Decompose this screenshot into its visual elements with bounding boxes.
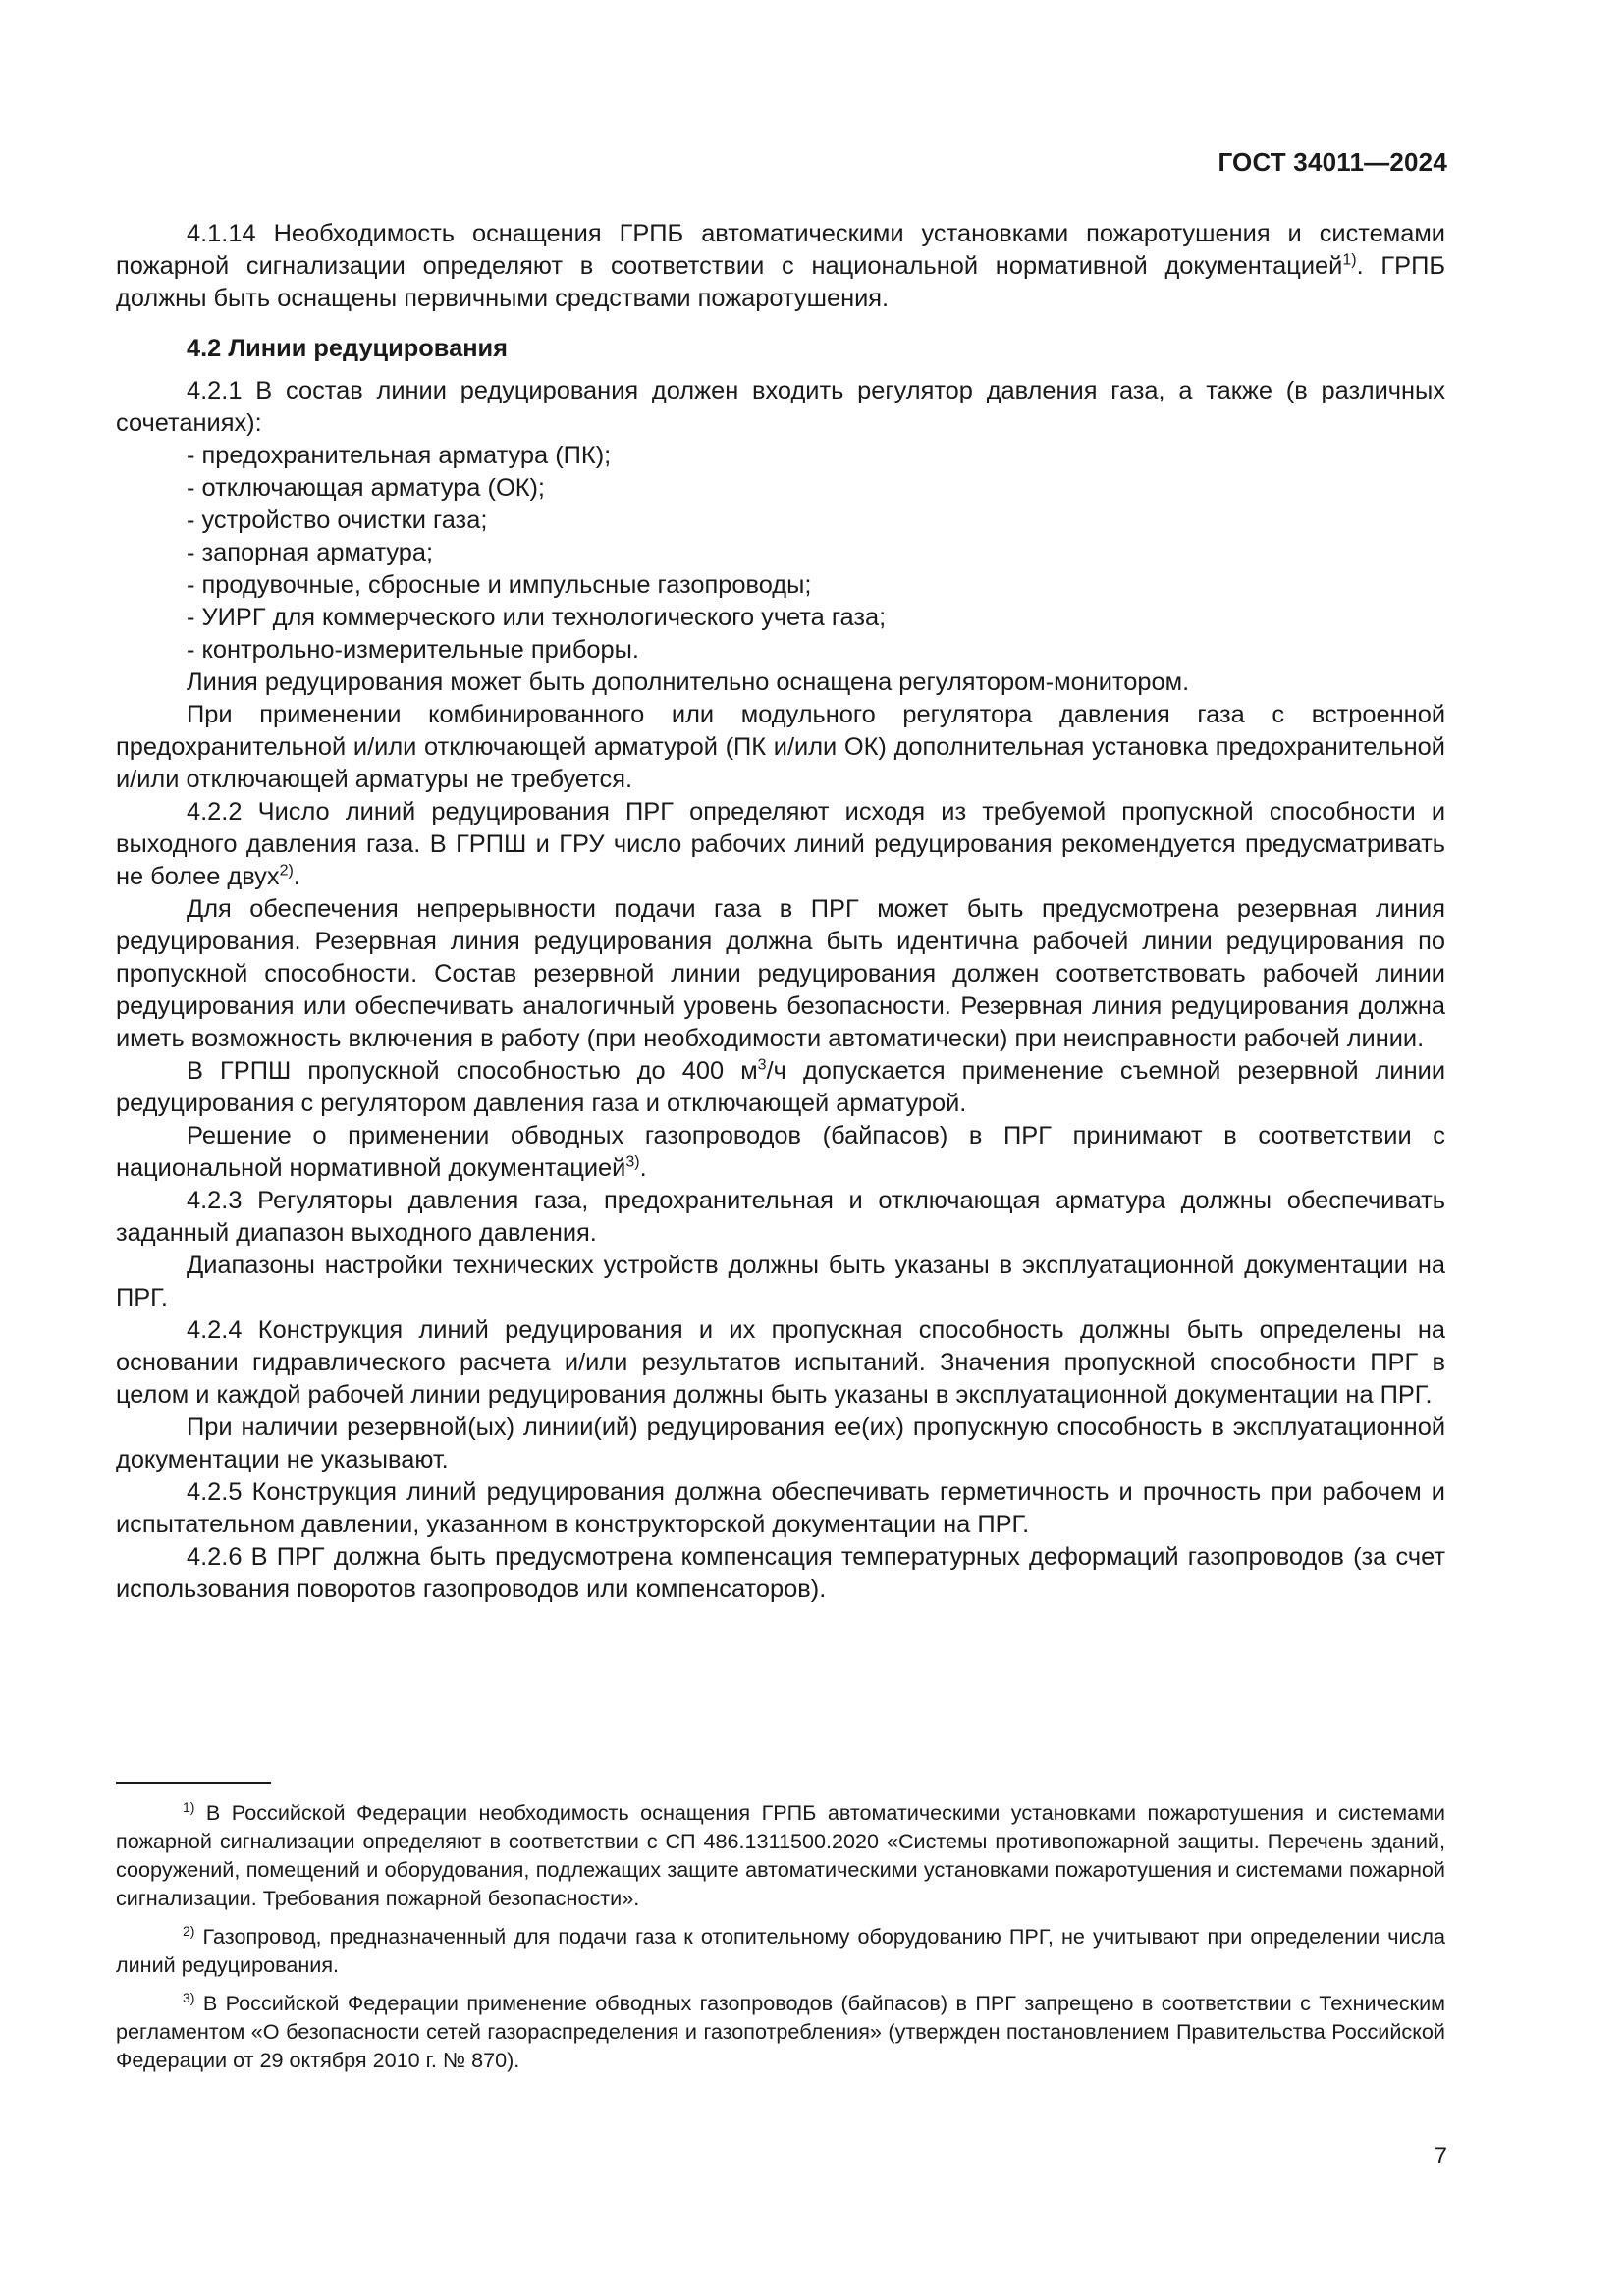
footnote-mark: 3) (183, 1989, 195, 2005)
paragraph-4-2-3: 4.2.3 Регуляторы давления газа, предохранительная и отключающая арматура должны обеспечивать заданный диапазон выходного давления. (116, 1187, 1445, 1247)
paragraph-text: . (639, 1154, 647, 1182)
paragraph-text: 4.2.2 Число линий редуцирования ПРГ определяют исходя из требуемой пропускной способности и выходного давления газа. В ГРПШ и ГРУ число рабочих линий редуцирования рекомендуется предусматривать не более двух (116, 798, 1445, 890)
footnote-text: В Российской Федерации применение обводных газопроводов (байпасов) в ПРГ запрещено в соответствии с Техническим регламентом «О безопасности сетей газораспределения и газопотребления» (утвержден постановлением Правительства Российской Федерации от 29 октября 2010 г. № 870). (116, 1991, 1445, 2072)
paragraph-4-1-14 (116, 218, 1445, 315)
paragraph-4-2-6: 4.2.6 В ПРГ должна быть предусмотрена компенсация температурных деформаций газопроводов (за счет использования поворотов газопроводов или компенсаторов). (116, 1543, 1445, 1603)
list-item: - продувочные, сбросные и импульсные газопроводы; (187, 571, 812, 599)
list-item: - контрольно-измерительные приборы. (187, 636, 639, 664)
unit-superscript: 3 (757, 1056, 767, 1074)
paragraph-text: . ГРПБ должны быть оснащены первичными средствами пожаротушения. (116, 252, 1445, 312)
list-item: - предохранительная арматура (ПК); (187, 442, 612, 469)
list-item: - УИРГ для коммерческого или технологического учета газа; (187, 604, 887, 631)
footnote-ref-1[interactable]: 1) (1342, 251, 1357, 269)
paragraph-ranges: Диапазоны настройки технических устройств должны быть указаны в эксплуатационной документации на ПРГ. (116, 1252, 1445, 1311)
paragraph-text: Решение о применении обводных газопроводов (байпасов) в ПРГ принимают в соответствии с национальной нормативной документацией (116, 1122, 1445, 1182)
section-title-4-2: 4.2 Линии редуцирования (187, 335, 508, 362)
paragraph-4-2-1: 4.2.1 В состав линии редуцирования должен входить регулятор давления газа, а также (в различных сочетаниях): (116, 377, 1445, 437)
paragraph-4-2-2 (116, 796, 1445, 893)
paragraph-reserve-line: Для обеспечения непрерывности подачи газа в ПРГ может быть предусмотрена резервная линия редуцирования. Резервная линия редуцирования должна быть идентична рабочей линии редуцирования по пропускной способности. Состав резервной линии редуцирования должен соответствовать рабочей линии редуцирования или обеспечивать аналогичный уровень безопасности. Резервная линия редуцирования должна иметь возможность включения в работу (при необходимости автоматически) при неисправности рабочей линии. (116, 895, 1445, 1052)
paragraph-text: . (293, 863, 300, 890)
list-item: - отключающая арматура (ОК); (187, 474, 545, 502)
footnote-2 (116, 1922, 1445, 1979)
paragraph-grpsh (116, 1055, 1445, 1120)
footnote-mark: 1) (183, 1798, 195, 1815)
paragraph-text: 4.1.14 Необходимость оснащения ГРПБ автоматическими установками пожаротушения и системами пожарной сигнализации определяют в соответствии с национальной нормативной документацией (116, 220, 1445, 280)
main-text (116, 218, 1445, 1606)
footnote-text: Газопровод, предназначенный для подачи газа к отопительному оборудованию ПРГ, не учитывают при определении числа линий редуцирования. (116, 1924, 1445, 1977)
paragraph-reserve-capacity: При наличии резервной(ых) линии(ий) редуцирования ее(их) пропускную способность в эксплуатационной документации не указывают. (116, 1414, 1445, 1473)
list-item: - запорная арматура; (187, 539, 434, 566)
footnote-text: В Российской Федерации необходимость оснащения ГРПБ автоматическими установками пожаротушения и системами пожарной сигнализации определяют в соответствии с СП 486.1311500.2020 «Системы противопожарной защиты. Перечень зданий, сооружений, помещений и оборудования, подлежащих защите автоматическими установками пожаротушения и системами пожарной сигнализации. Требования пожарной безопасности». (116, 1800, 1445, 1910)
paragraph-bypass (116, 1120, 1445, 1185)
footnote-ref-3[interactable]: 3) (625, 1153, 640, 1171)
page-number: 7 (1434, 2143, 1447, 2169)
paragraph-text: /ч допускается применение съемной резервной линии редуцирования с регулятором давления газа и отключающей арматурой. (116, 1057, 1446, 1117)
equipment-list (116, 440, 1445, 667)
footnote-3 (116, 1989, 1445, 2074)
document-code-header: ГОСТ 34011—2024 (1218, 147, 1447, 177)
paragraph-4-2-5: 4.2.5 Конструкция линий редуцирования должна обеспечивать герметичность и прочность при рабочем и испытательном давлении, указанном в конструкторской документации на ПРГ. (116, 1478, 1445, 1538)
paragraph-combined-regulator: При применении комбинированного или модульного регулятора давления газа с встроенной предохранительной и/или отключающей арматурой (ПК и/или ОК) дополнительная установка предохранительной и/или отключающей арматуры не требуется. (116, 701, 1445, 793)
footnote-mark: 2) (183, 1922, 195, 1939)
list-item: - устройство очистки газа; (187, 507, 488, 534)
footnotes (116, 1798, 1445, 2084)
paragraph-4-2-4: 4.2.4 Конструкция линий редуцирования и их пропускная способность должны быть определены на основании гидравлического расчета и/или результатов испытаний. Значения пропускной способности ПРГ в целом и каждой рабочей линии редуцирования должны быть указаны в эксплуатационной документации на ПРГ. (116, 1316, 1445, 1409)
footnote-divider (116, 1782, 271, 1784)
footnote-ref-2[interactable]: 2) (279, 862, 294, 880)
paragraph-text: В ГРПШ пропускной способностью до 400 м (187, 1057, 758, 1085)
paragraph-monitor: Линия редуцирования может быть дополнительно оснащена регулятором-монитором. (187, 668, 1190, 696)
footnote-1 (116, 1798, 1445, 1912)
